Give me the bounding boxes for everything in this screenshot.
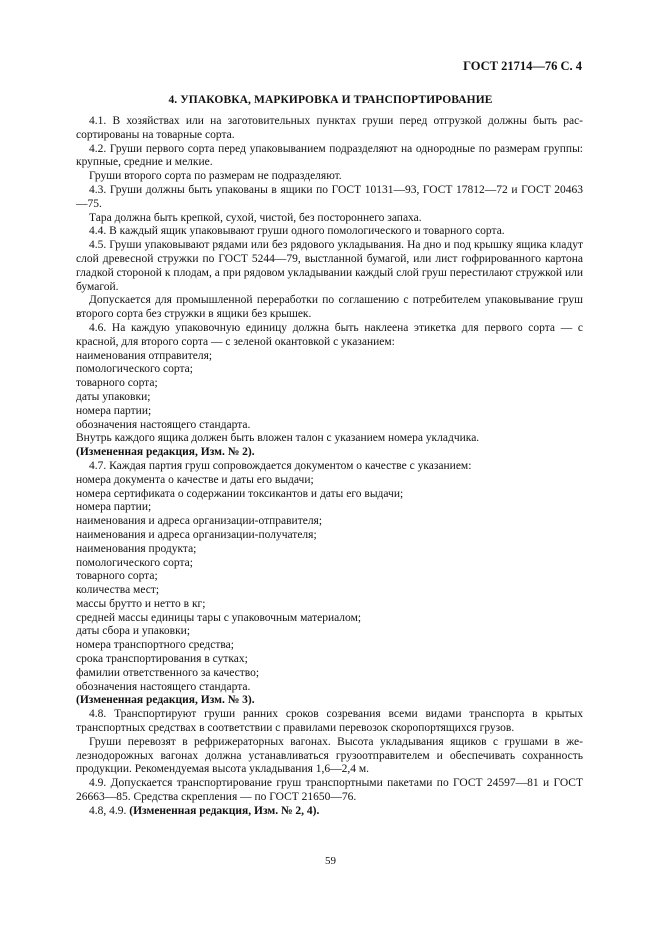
- list-item: товарного сорта;: [76, 570, 158, 583]
- list-item: средней массы единицы тары с упаковочным материалом;: [76, 611, 362, 624]
- list-item: наименования отправителя;: [76, 349, 213, 362]
- amendment-4-6: (Измененная редакция, Изм. № 2).: [76, 446, 255, 459]
- list-item: номера документа о качестве и даты его выдачи;: [76, 473, 314, 486]
- list-item: наименования и адреса организации-отправителя;: [76, 515, 323, 528]
- list-item: массы брутто и нетто в кг;: [76, 597, 206, 610]
- list-item: помологического сорта;: [76, 556, 193, 569]
- paragraph-4-1: 4.1. В хозяйствах или на заготовительных пунктах груши перед отгрузкой должны быть рас-сортированы на товарные сорта.: [76, 115, 583, 141]
- section-body: [76, 115, 583, 819]
- list-4-7: [76, 474, 583, 695]
- paragraph-4-5-note: Допускается для промышленной переработки по соглашению с потребителем упаковывание груш второго сорта без стружки в ящики без крышек.: [76, 294, 583, 321]
- list-item: наименования и адреса организации-получателя;: [76, 528, 317, 541]
- paragraph-4-7: 4.7. Каждая партия груш сопровождается документом о качестве с указанием:: [89, 459, 472, 472]
- list-item: номера сертификата о содержании токсикантов и даты его выдачи;: [76, 487, 404, 500]
- list-item: номера транспортного средства;: [76, 639, 234, 652]
- list-4-6: [76, 350, 583, 433]
- list-item: номера партии;: [76, 404, 152, 417]
- paragraph-4-3: 4.3. Груши должны быть упакованы в ящики по ГОСТ 10131—93, ГОСТ 17812—72 и ГОСТ 20463—75.: [76, 183, 583, 210]
- paragraph-4-2: 4.2. Груши первого сорта перед упаковыванием подразделяют на однородные по размерам группы: крупные, средние и мелкие.: [76, 142, 583, 169]
- page-number: 59: [325, 855, 336, 867]
- list-item: срока транспортирования в сутках;: [76, 653, 248, 666]
- paragraph-4-3-note: Тара должна быть крепкой, сухой, чистой, без постороннего запаха.: [89, 211, 422, 224]
- final-amendment-prefix: 4.8, 4.9.: [89, 804, 127, 817]
- list-item: обозначения настоящего стандарта.: [76, 418, 251, 431]
- paragraph-4-4: 4.4. В каждый ящик упаковывают груши одного помологического и товарного сорта.: [89, 225, 505, 238]
- paragraph-4-5: 4.5. Груши упаковывают рядами или без рядового укладывания. На дно и под крышку ящика кладут слой древесной стружки по ГОСТ 5244—79, выстланной бумагой, или лист гофрированного картона гладкой стороной к плодам, а при рядовом укладывании каждый слой груш перестилают стружкой или бумагой.: [76, 239, 583, 293]
- paragraph-4-9: 4.9. Допускается транспортирование груш транспортными пакетами по ГОСТ 24597—81 и ГОСТ 26663—85. Средства скрепления — по ГОСТ 21650—76.: [76, 777, 583, 804]
- list-item: товарного сорта;: [76, 377, 158, 390]
- list-item: обозначения настоящего стандарта.: [76, 680, 251, 693]
- final-amendment-line: [76, 805, 583, 819]
- paragraph-4-8-note: Груши перевозят в рефрижераторных вагонах. Высота укладывания ящиков с грушами в же-лезнодорожных вагонах должна устанавливаться грузоотправителем и обеспечивать сохранность продукции. Рекомендуемая высота укладывания 1,6—2,4 м.: [76, 735, 583, 776]
- amendment-4-7: (Измененная редакция, Изм. № 3).: [76, 694, 255, 707]
- list-item: количества мест;: [76, 584, 160, 597]
- paragraph-4-2-note: Груши второго сорта по размерам не подразделяют.: [89, 170, 342, 183]
- list-item: наименования продукта;: [76, 542, 197, 555]
- list-item: даты сбора и упаковки;: [76, 625, 191, 638]
- list-item: даты упаковки;: [76, 390, 151, 403]
- final-amendment-text: (Измененная редакция, Изм. № 2, 4).: [129, 804, 320, 817]
- paragraph-4-6-tail: Внутрь каждого ящика должен быть вложен талон с указанием номера укладчика.: [76, 432, 480, 445]
- list-item: номера партии;: [76, 501, 152, 514]
- section-title: 4. УПАКОВКА, МАРКИРОВКА И ТРАНСПОРТИРОВАНИЕ: [168, 94, 493, 106]
- list-item: помологического сорта;: [76, 363, 193, 376]
- paragraph-4-8: 4.8. Транспортируют груши ранних сроков созревания всеми видами транспорта в крытых транспортных средствах в соответствии с правилами перевозок скоропортящихся грузов.: [76, 708, 583, 735]
- list-item: фамилии ответственного за качество;: [76, 666, 260, 679]
- paragraph-4-6: 4.6. На каждую упаковочную единицу должна быть наклеена этикетка для первого сорта — с красной, для второго сорта — с зеленой окантовкой с указанием:: [76, 321, 583, 348]
- header-doc-ref: ГОСТ 21714—76 С. 4: [463, 59, 582, 73]
